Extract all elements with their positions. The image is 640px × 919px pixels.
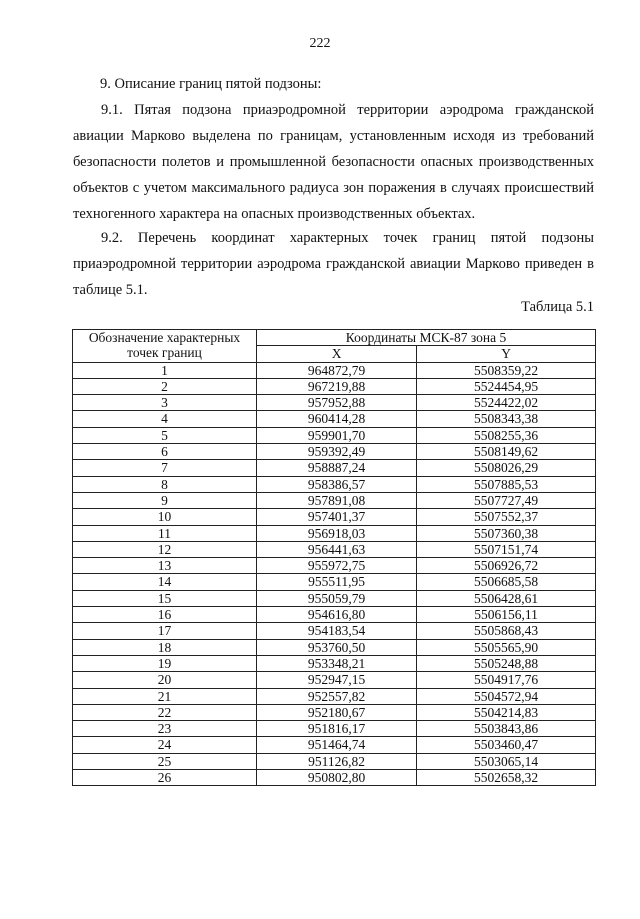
point-number-cell: 14: [73, 574, 257, 590]
table-row: [73, 770, 596, 786]
point-number-cell: 17: [73, 623, 257, 639]
y-coordinate-cell: 5505565,90: [417, 639, 596, 655]
x-coordinate-cell: 957891,08: [257, 492, 417, 508]
table-caption: Таблица 5.1: [521, 299, 594, 315]
y-coordinate-cell: 5506156,11: [417, 607, 596, 623]
point-number-cell: 12: [73, 541, 257, 557]
table-row: [73, 623, 596, 639]
table-row: [73, 737, 596, 753]
table-row: [73, 460, 596, 476]
table-row: [73, 411, 596, 427]
y-coordinate-cell: 5508026,29: [417, 460, 596, 476]
y-coordinate-cell: 5504572,94: [417, 688, 596, 704]
table-row: [73, 721, 596, 737]
paragraph-9-2: 9.2. Перечень координат характерных точек границ пятой подзоны приаэродромной территории аэродрома гражданской авиации Марково приведен в таблице 5.1.: [73, 230, 594, 298]
point-number-cell: 9: [73, 492, 257, 508]
point-number-cell: 20: [73, 672, 257, 688]
table-row: [73, 492, 596, 508]
header-x: X: [257, 346, 417, 362]
x-coordinate-cell: 959392,49: [257, 444, 417, 460]
y-coordinate-cell: 5503460,47: [417, 737, 596, 753]
point-number-cell: 4: [73, 411, 257, 427]
point-number-cell: 21: [73, 688, 257, 704]
point-number-cell: 2: [73, 378, 257, 394]
y-coordinate-cell: 5508343,38: [417, 411, 596, 427]
y-coordinate-cell: 5508149,62: [417, 444, 596, 460]
table-row: [73, 378, 596, 394]
point-number-cell: 26: [73, 770, 257, 786]
x-coordinate-cell: 964872,79: [257, 362, 417, 378]
x-coordinate-cell: 953760,50: [257, 639, 417, 655]
point-number-cell: 13: [73, 558, 257, 574]
y-coordinate-cell: 5507151,74: [417, 541, 596, 557]
table-row: [73, 509, 596, 525]
x-coordinate-cell: 950802,80: [257, 770, 417, 786]
point-number-cell: 24: [73, 737, 257, 753]
point-number-cell: 6: [73, 444, 257, 460]
y-coordinate-cell: 5502658,32: [417, 770, 596, 786]
table-row: [73, 444, 596, 460]
table-row: [73, 672, 596, 688]
y-coordinate-cell: 5508359,22: [417, 362, 596, 378]
table-row: [73, 427, 596, 443]
x-coordinate-cell: 952557,82: [257, 688, 417, 704]
x-coordinate-cell: 956441,63: [257, 541, 417, 557]
point-number-cell: 16: [73, 607, 257, 623]
table-row: [73, 476, 596, 492]
paragraph-9-1: 9.1. Пятая подзона приаэродромной территории аэродрома гражданской авиации Марково выделена по границам, установленным исходя из требований безопасности полетов и промышленной безопасности опасных производственных объектов с учетом максимального радиуса зон поражения в случаях происшествий техногенного характера на опасных производственных объектах.: [73, 102, 594, 222]
x-coordinate-cell: 967219,88: [257, 378, 417, 394]
point-number-cell: 23: [73, 721, 257, 737]
x-coordinate-cell: 958386,57: [257, 476, 417, 492]
point-number-cell: 5: [73, 427, 257, 443]
x-coordinate-cell: 960414,28: [257, 411, 417, 427]
coordinates-table: [72, 329, 596, 786]
x-coordinate-cell: 957401,37: [257, 509, 417, 525]
table-row: [73, 753, 596, 769]
x-coordinate-cell: 951464,74: [257, 737, 417, 753]
header-y: Y: [417, 346, 596, 362]
y-coordinate-cell: 5503843,86: [417, 721, 596, 737]
y-coordinate-cell: 5505248,88: [417, 655, 596, 671]
point-number-cell: 7: [73, 460, 257, 476]
point-number-cell: 18: [73, 639, 257, 655]
y-coordinate-cell: 5507885,53: [417, 476, 596, 492]
point-number-cell: 22: [73, 704, 257, 720]
table-row: [73, 655, 596, 671]
y-coordinate-cell: 5503065,14: [417, 753, 596, 769]
x-coordinate-cell: 952180,67: [257, 704, 417, 720]
y-coordinate-cell: 5504917,76: [417, 672, 596, 688]
page-number: 222: [309, 36, 331, 51]
y-coordinate-cell: 5524422,02: [417, 395, 596, 411]
x-coordinate-cell: 959901,70: [257, 427, 417, 443]
x-coordinate-cell: 955511,95: [257, 574, 417, 590]
table-row: [73, 395, 596, 411]
table-row: [73, 574, 596, 590]
point-number-cell: 1: [73, 362, 257, 378]
x-coordinate-cell: 958887,24: [257, 460, 417, 476]
table-row: [73, 688, 596, 704]
x-coordinate-cell: 953348,21: [257, 655, 417, 671]
point-number-cell: 15: [73, 590, 257, 606]
y-coordinate-cell: 5507727,49: [417, 492, 596, 508]
y-coordinate-cell: 5508255,36: [417, 427, 596, 443]
point-number-cell: 10: [73, 509, 257, 525]
point-number-cell: 8: [73, 476, 257, 492]
y-coordinate-cell: 5507552,37: [417, 509, 596, 525]
x-coordinate-cell: 956918,03: [257, 525, 417, 541]
point-number-cell: 19: [73, 655, 257, 671]
point-number-cell: 25: [73, 753, 257, 769]
x-coordinate-cell: 955972,75: [257, 558, 417, 574]
table-row: [73, 607, 596, 623]
x-coordinate-cell: 951126,82: [257, 753, 417, 769]
table-row: [73, 558, 596, 574]
y-coordinate-cell: 5504214,83: [417, 704, 596, 720]
x-coordinate-cell: 954183,54: [257, 623, 417, 639]
table-row: [73, 704, 596, 720]
section-heading: 9. Описание границ пятой подзоны:: [100, 76, 322, 92]
header-coordinates: Координаты МСК-87 зона 5: [257, 330, 596, 346]
y-coordinate-cell: 5524454,95: [417, 378, 596, 394]
x-coordinate-cell: 957952,88: [257, 395, 417, 411]
table-row: [73, 541, 596, 557]
table-row: [73, 525, 596, 541]
y-coordinate-cell: 5507360,38: [417, 525, 596, 541]
table-header-row: [73, 330, 596, 346]
y-coordinate-cell: 5506685,58: [417, 574, 596, 590]
y-coordinate-cell: 5506428,61: [417, 590, 596, 606]
x-coordinate-cell: 951816,17: [257, 721, 417, 737]
header-designation: Обозначение характерных точек границ: [73, 330, 257, 363]
table-body: [73, 362, 596, 786]
y-coordinate-cell: 5505868,43: [417, 623, 596, 639]
table-row: [73, 590, 596, 606]
table-row: [73, 362, 596, 378]
x-coordinate-cell: 955059,79: [257, 590, 417, 606]
x-coordinate-cell: 952947,15: [257, 672, 417, 688]
y-coordinate-cell: 5506926,72: [417, 558, 596, 574]
x-coordinate-cell: 954616,80: [257, 607, 417, 623]
point-number-cell: 3: [73, 395, 257, 411]
point-number-cell: 11: [73, 525, 257, 541]
table-row: [73, 639, 596, 655]
